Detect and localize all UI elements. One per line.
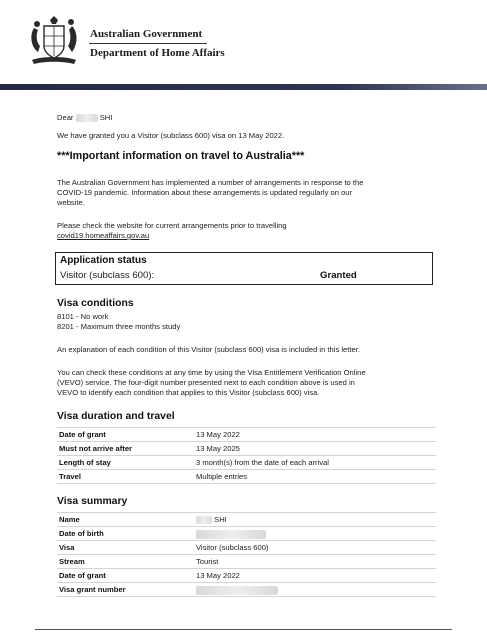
table-row <box>57 442 436 456</box>
row-value <box>196 515 227 524</box>
row-value: Multiple entries <box>196 472 248 481</box>
letterhead <box>0 0 487 84</box>
covid-paragraph-line-1: The Australian Government has implemented a number of arrangements in response to the <box>57 178 364 187</box>
redacted-given-name <box>76 114 98 122</box>
conditions-explanation: An explanation of each condition of this Visitor (subclass 600) visa is included in this letter. <box>57 345 360 354</box>
government-title: Australian Government <box>90 28 203 40</box>
table-row <box>57 427 436 442</box>
application-status-label: Visitor (subclass 600): <box>60 270 155 281</box>
department-title: Department of Home Affairs <box>90 47 225 59</box>
important-heading: ***Important information on travel to Australia*** <box>57 150 305 162</box>
redacted-grant-number <box>196 586 278 595</box>
covid-paragraph-line-3: website. <box>57 198 85 207</box>
row-label: Must not arrive after <box>59 444 133 453</box>
row-value <box>196 529 266 539</box>
row-label: Stream <box>59 557 85 566</box>
condition-item: 8101 - No work <box>57 312 109 321</box>
row-value: 3 month(s) from the date of each arrival <box>196 458 329 467</box>
grant-sentence: We have granted you a Visitor (subclass 600) visa on 13 May 2022. <box>57 131 285 140</box>
vevo-paragraph-line-2: (VEVO) service. The four-digit number presented next to each condition above is used in <box>57 378 355 387</box>
visa-conditions-heading: Visa conditions <box>57 298 134 309</box>
bottom-divider <box>35 629 452 630</box>
vevo-paragraph-line-3: VEVO to identify each condition that applies to this Visitor (subclass 600) visa. <box>57 388 320 397</box>
table-row <box>57 456 436 470</box>
row-value: 13 May 2022 <box>196 571 240 580</box>
table-row <box>57 583 436 597</box>
coat-of-arms-icon <box>26 16 82 66</box>
application-status-box <box>55 252 433 285</box>
row-value: Visitor (subclass 600) <box>196 543 269 552</box>
check-website-text: Please check the website for current arrangements prior to travelling <box>57 221 287 230</box>
table-row <box>57 569 436 583</box>
row-value: 13 May 2025 <box>196 444 240 453</box>
letterhead-divider <box>89 43 207 44</box>
table-row <box>57 541 436 555</box>
row-label: Travel <box>59 472 81 481</box>
row-label: Date of birth <box>59 529 104 538</box>
row-label: Visa <box>59 543 75 552</box>
covid-paragraph-line-2: COVID-19 pandemic. Information about these arrangements is updated regularly on our <box>57 188 353 197</box>
recipient-surname: SHI <box>99 113 113 122</box>
redacted-given-name <box>196 516 212 524</box>
salutation-line <box>57 113 112 123</box>
row-value: 13 May 2022 <box>196 430 240 439</box>
salutation: Dear <box>57 113 74 122</box>
table-row <box>57 470 436 484</box>
table-row <box>57 527 436 541</box>
row-label: Name <box>59 515 80 524</box>
vevo-paragraph-line-1: You can check these conditions at any time by using the Visa Entitlement Verification Online <box>57 368 366 377</box>
visa-duration-heading: Visa duration and travel <box>57 411 175 422</box>
visa-summary-heading: Visa summary <box>57 496 128 507</box>
application-status-heading: Application status <box>60 255 147 266</box>
header-band <box>0 84 487 90</box>
redacted-date-of-birth <box>196 530 266 539</box>
row-label: Length of stay <box>59 458 111 467</box>
row-value <box>196 585 278 595</box>
application-status-value: Granted <box>320 270 357 281</box>
condition-item: 8201 - Maximum three months study <box>57 322 181 331</box>
name-value: SHI <box>214 515 227 524</box>
table-row <box>57 555 436 569</box>
covid-website-link[interactable]: covid19.homeaffairs.gov.au <box>57 231 150 240</box>
visa-duration-table <box>57 427 436 484</box>
table-row <box>57 512 436 527</box>
row-label: Date of grant <box>59 430 106 439</box>
row-value: Tourist <box>196 557 219 566</box>
row-label: Date of grant <box>59 571 106 580</box>
visa-summary-table <box>57 512 436 597</box>
row-label: Visa grant number <box>59 585 126 594</box>
